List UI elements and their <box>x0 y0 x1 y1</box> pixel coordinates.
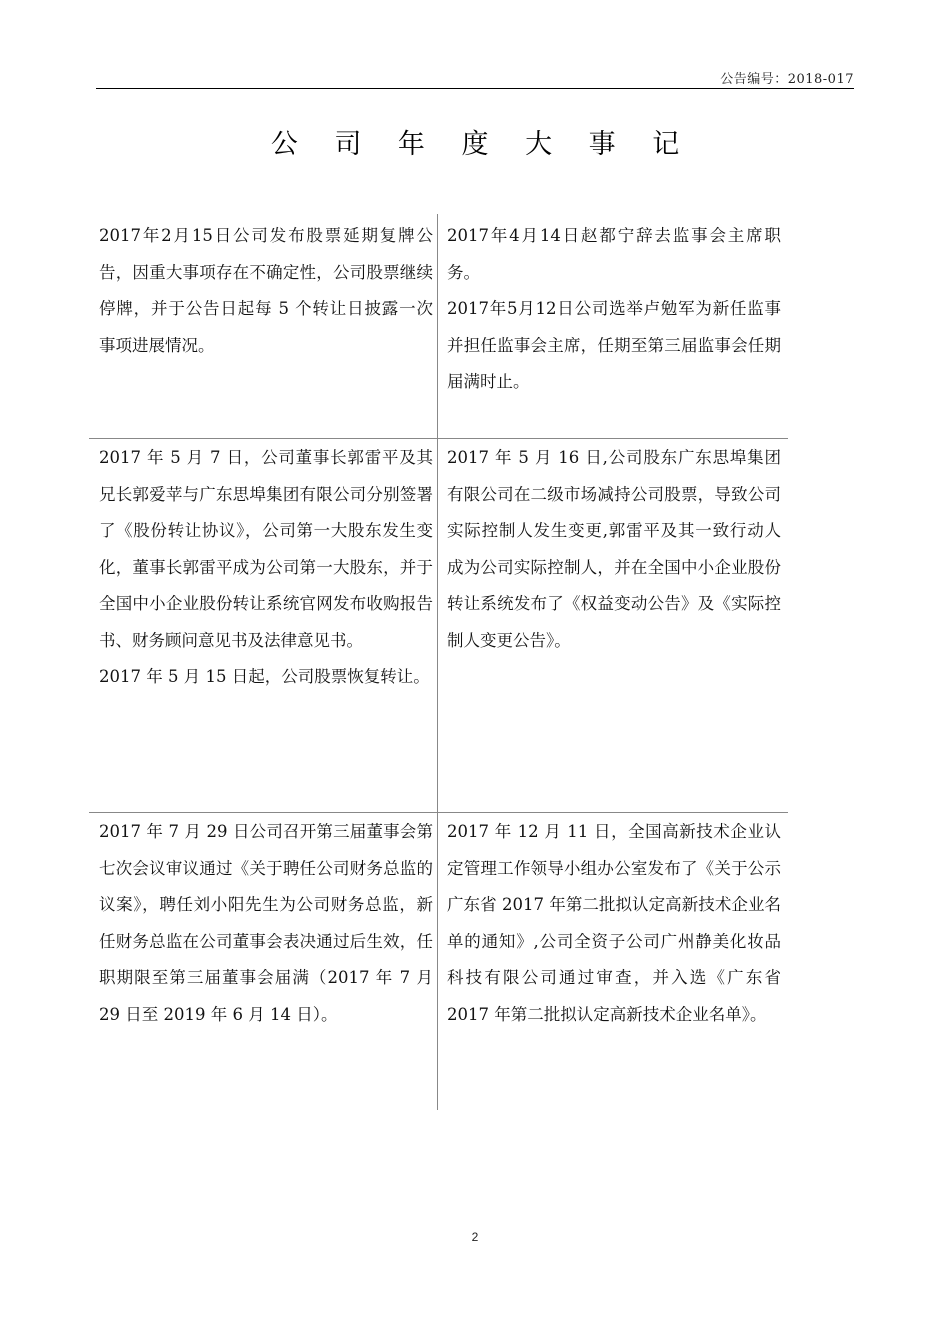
event-paragraph: 2017年2月15日公司发布股票延期复牌公告，因重大事项存在不确定性，公司股票继续停牌，并于公告日起每 5 个转让日披露一次事项进展情况。 <box>99 226 433 355</box>
event-paragraph: 2017 年 12 月 11 日，全国高新技术企业认定管理工作领导小组办公室发布了《关于公示广东省 2017 年第二批拟认定高新技术企业名单的通知》,公司全资子公司广州静美化妆品科技有限公司通过审查，并入选《广东省 2017 年第二批拟认定高新技术企业名单》。 <box>447 822 781 1024</box>
event-cell-row1-left <box>99 218 433 364</box>
row-divider <box>89 812 788 813</box>
event-cell-row1-right <box>447 218 781 401</box>
event-paragraph: 2017 年 5 月 15 日起，公司股票恢复转让。 <box>99 667 430 686</box>
announcement-number: 公告编号：2018-017 <box>720 72 854 87</box>
page-number: 2 <box>471 1230 479 1244</box>
event-paragraph: 2017年5月12日公司选举卢勉军为新任监事并担任监事会主席，任期至第三届监事会任期届满时止。 <box>447 299 781 391</box>
event-cell-row3-left <box>99 814 433 1033</box>
event-paragraph: 2017 年 5 月 7 日，公司董事长郭雷平及其兄长郭爱苹与广东思埠集团有限公司分别签署了《股份转让协议》，公司第一大股东发生变化，董事长郭雷平成为公司第一大股东，并于全国中小企业股份转让系统官网发布收购报告书、财务顾问意见书及法律意见书。 <box>99 448 433 650</box>
events-table <box>89 214 788 1110</box>
event-cell-row2-right <box>447 440 781 659</box>
event-cell-row2-left <box>99 440 433 696</box>
row-divider <box>89 438 788 439</box>
event-paragraph: 2017 年 7 月 29 日公司召开第三届董事会第七次会议审议通过《关于聘任公司财务总监的议案》，聘任刘小阳先生为公司财务总监，新任财务总监在公司董事会表决通过后生效，任职期限至第三届董事会届满（2017 年 7 月 29 日至 2019 年 6 月 14 日）。 <box>99 822 433 1024</box>
event-paragraph: 2017 年 5 月 16 日,公司股东广东思埠集团有限公司在二级市场减持公司股票，导致公司实际控制人发生变更,郭雷平及其一致行动人成为公司实际控制人，并在全国中小企业股份转让系统发布了《权益变动公告》及《实际控制人变更公告》。 <box>447 448 781 650</box>
event-paragraph: 2017年4月14日赵都宁辞去监事会主席职务。 <box>447 226 781 282</box>
column-divider <box>437 214 438 1110</box>
event-cell-row3-right <box>447 814 781 1033</box>
page-title: 公 司 年 度 大 事 记 <box>270 129 694 160</box>
header-rule <box>96 88 854 89</box>
